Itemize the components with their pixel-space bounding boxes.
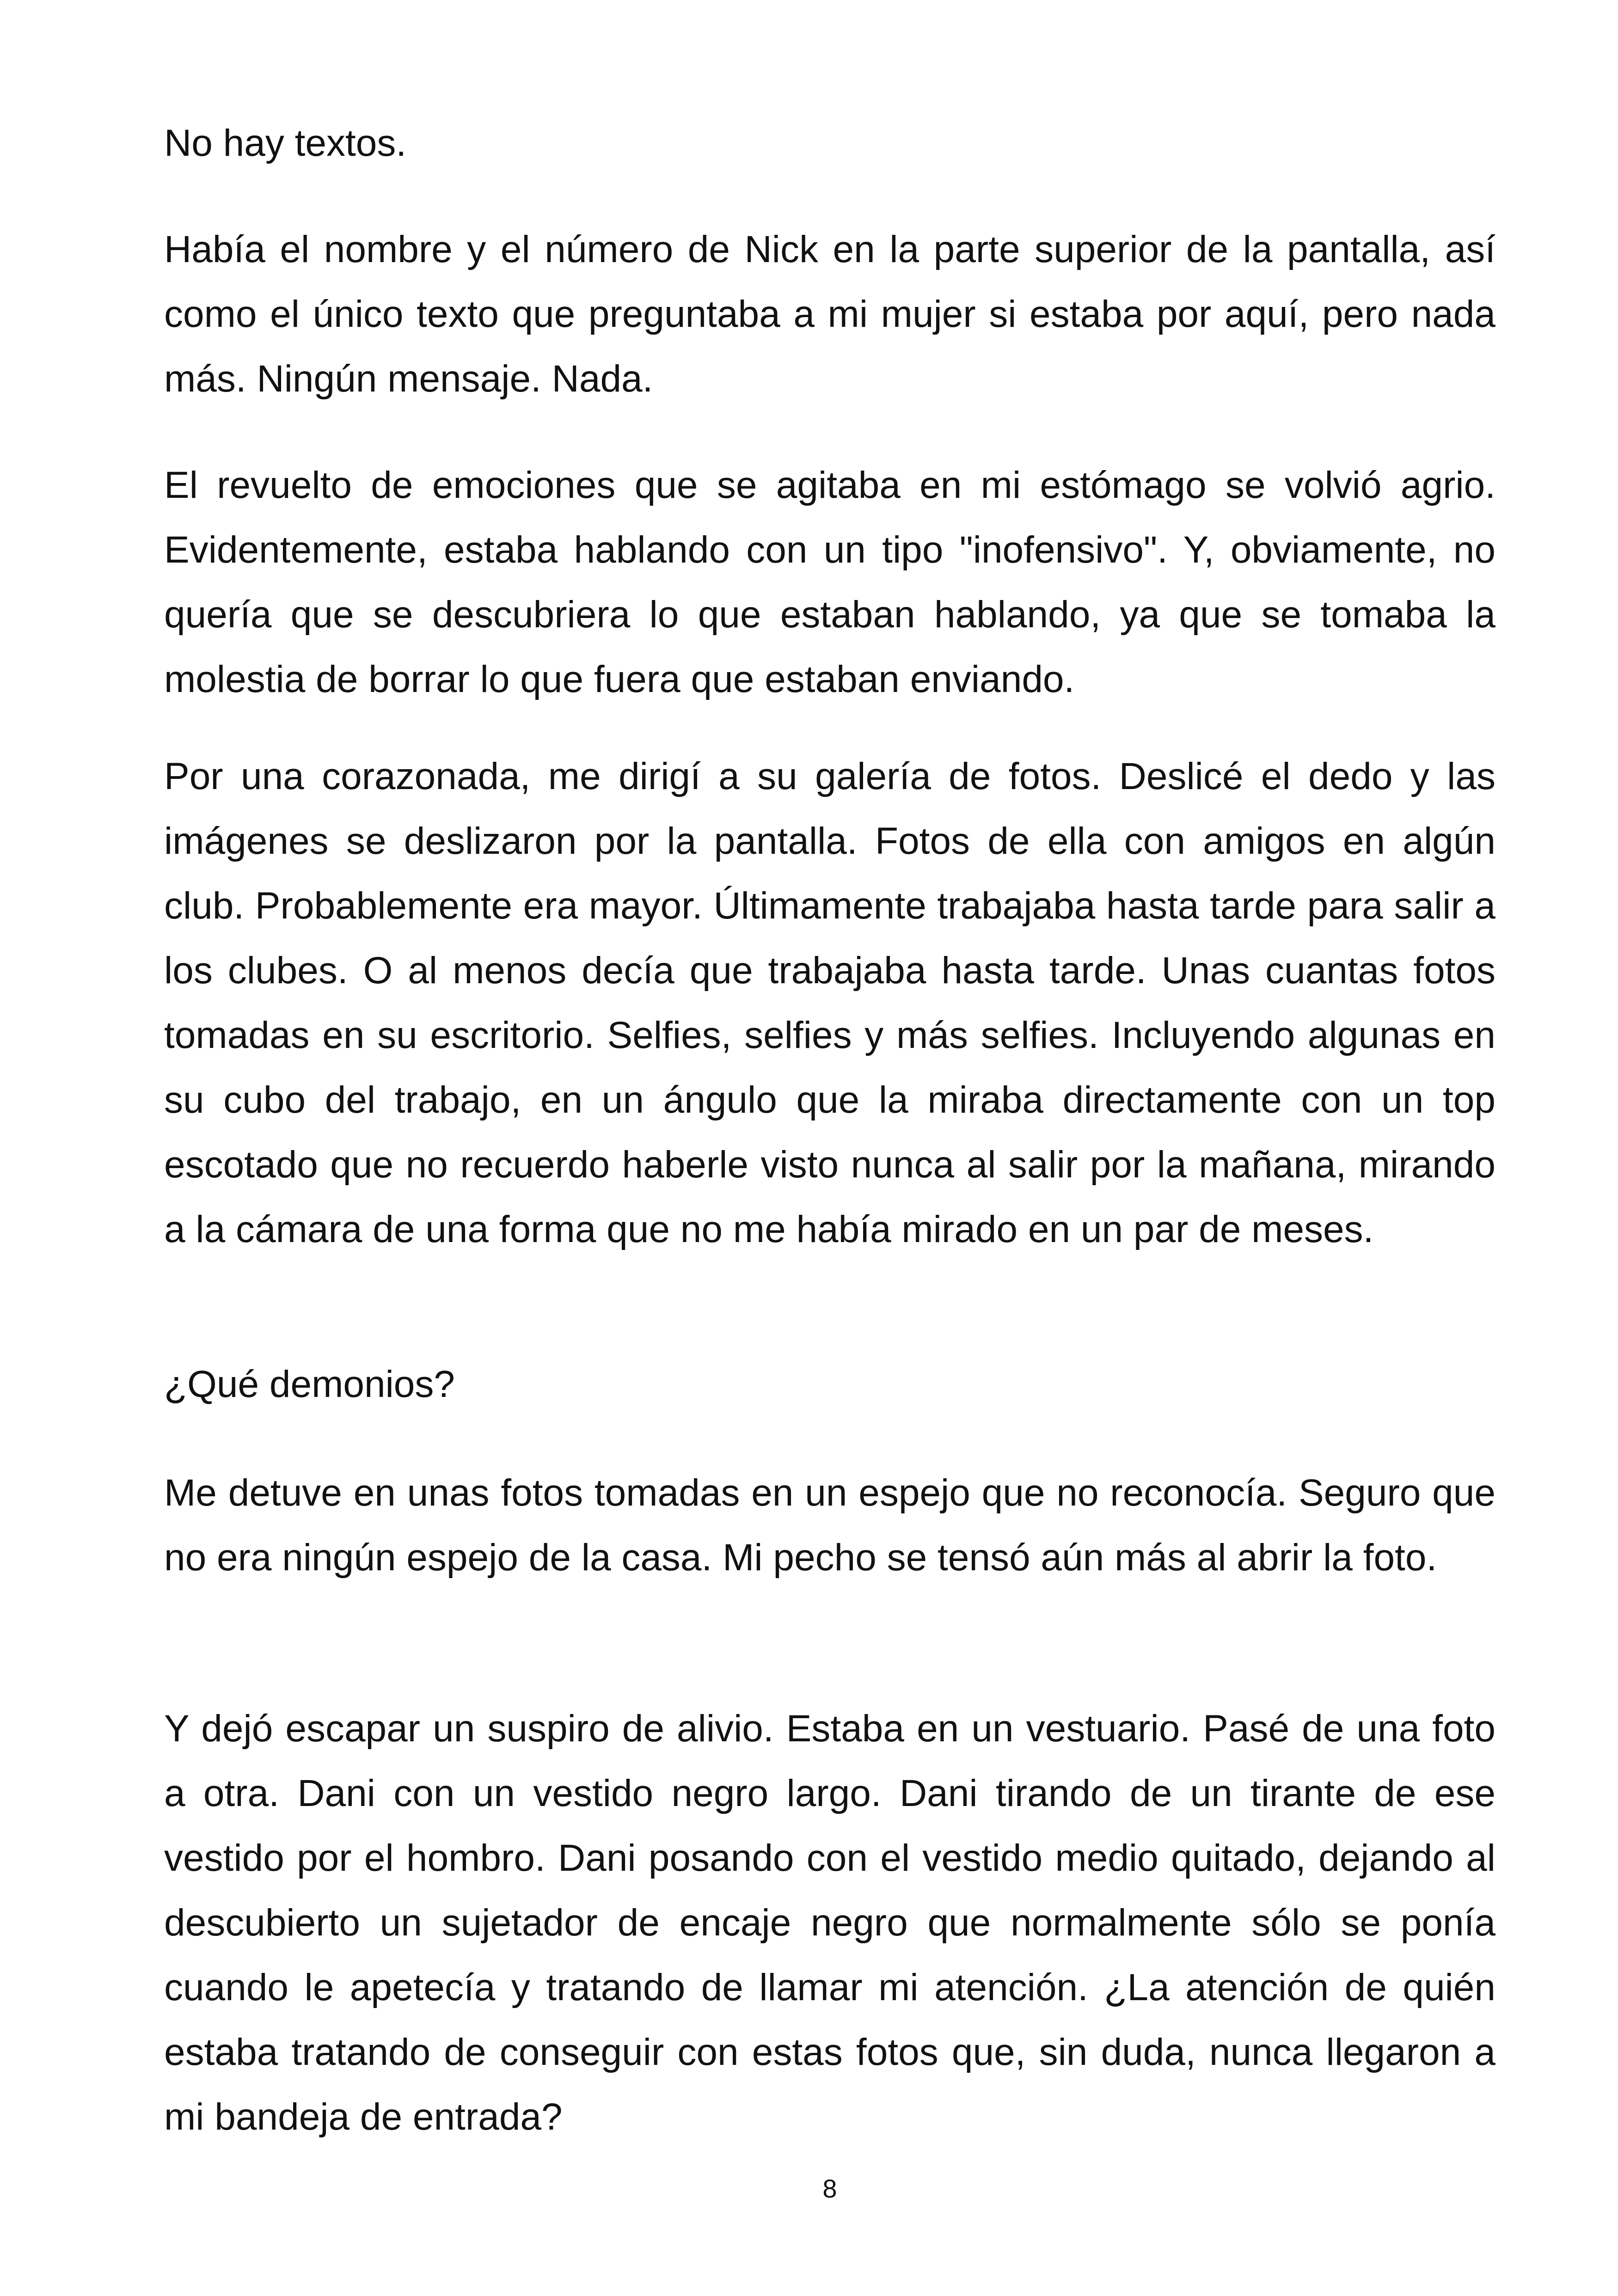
paragraph-5: ¿Qué demonios?: [164, 1363, 455, 1405]
paragraph-6: Me detuve en unas fotos tomadas en un espejo que no reconocía. Seguro que no era ningún espejo de la casa. Mi pecho se tensó aún más al abrir la foto.: [164, 1472, 1495, 1579]
paragraph-7: Y dejó escapar un suspiro de alivio. Estaba en un vestuario. Pasé de una foto a otra. Dani con un vestido negro largo. Dani tirando de un tirante de ese vestido por el hombro. Dani posando con el vestido medio quitado, dejando al descubierto un sujetador de encaje negro que normalmente sólo se ponía cuando le apetecía y tratando de llamar mi atención. ¿La atención de quién estaba tratando de conseguir con estas fotos que, sin duda, nunca llegaron a mi bandeja de entrada?: [164, 1708, 1495, 2138]
paragraph-1: No hay textos.: [164, 122, 407, 164]
page-number: 8: [822, 2174, 837, 2203]
paragraph-3: El revuelto de emociones que se agitaba en mi estómago se volvió agrio. Evidentemente, estaba hablando con un tipo "inofensivo". Y, obviamente, no quería que se descubriera lo que estaban hablando, ya que se tomaba la molestia de borrar lo que fuera que estaban enviando.: [164, 464, 1495, 700]
paragraph-2: Había el nombre y el número de Nick en la parte superior de la pantalla, así como el único texto que preguntaba a mi mujer si estaba por aquí, pero nada más. Ningún mensaje. Nada.: [164, 228, 1495, 400]
paragraph-4: Por una corazonada, me dirigí a su galería de fotos. Deslicé el dedo y las imágenes se deslizaron por la pantalla. Fotos de ella con amigos en algún club. Probablemente era mayor. Últimamente trabajaba hasta tarde para salir a los clubes. O al menos decía que trabajaba hasta tarde. Unas cuantas fotos tomadas en su escritorio. Selfies, selfies y más selfies. Incluyendo algunas en su cubo del trabajo, en un ángulo que la miraba directamente con un top escotado que no recuerdo haberle visto nunca al salir por la mañana, mirando a la cámara de una forma que no me había mirado en un par de meses.: [164, 755, 1495, 1250]
document-page: [164, 0, 1495, 2296]
